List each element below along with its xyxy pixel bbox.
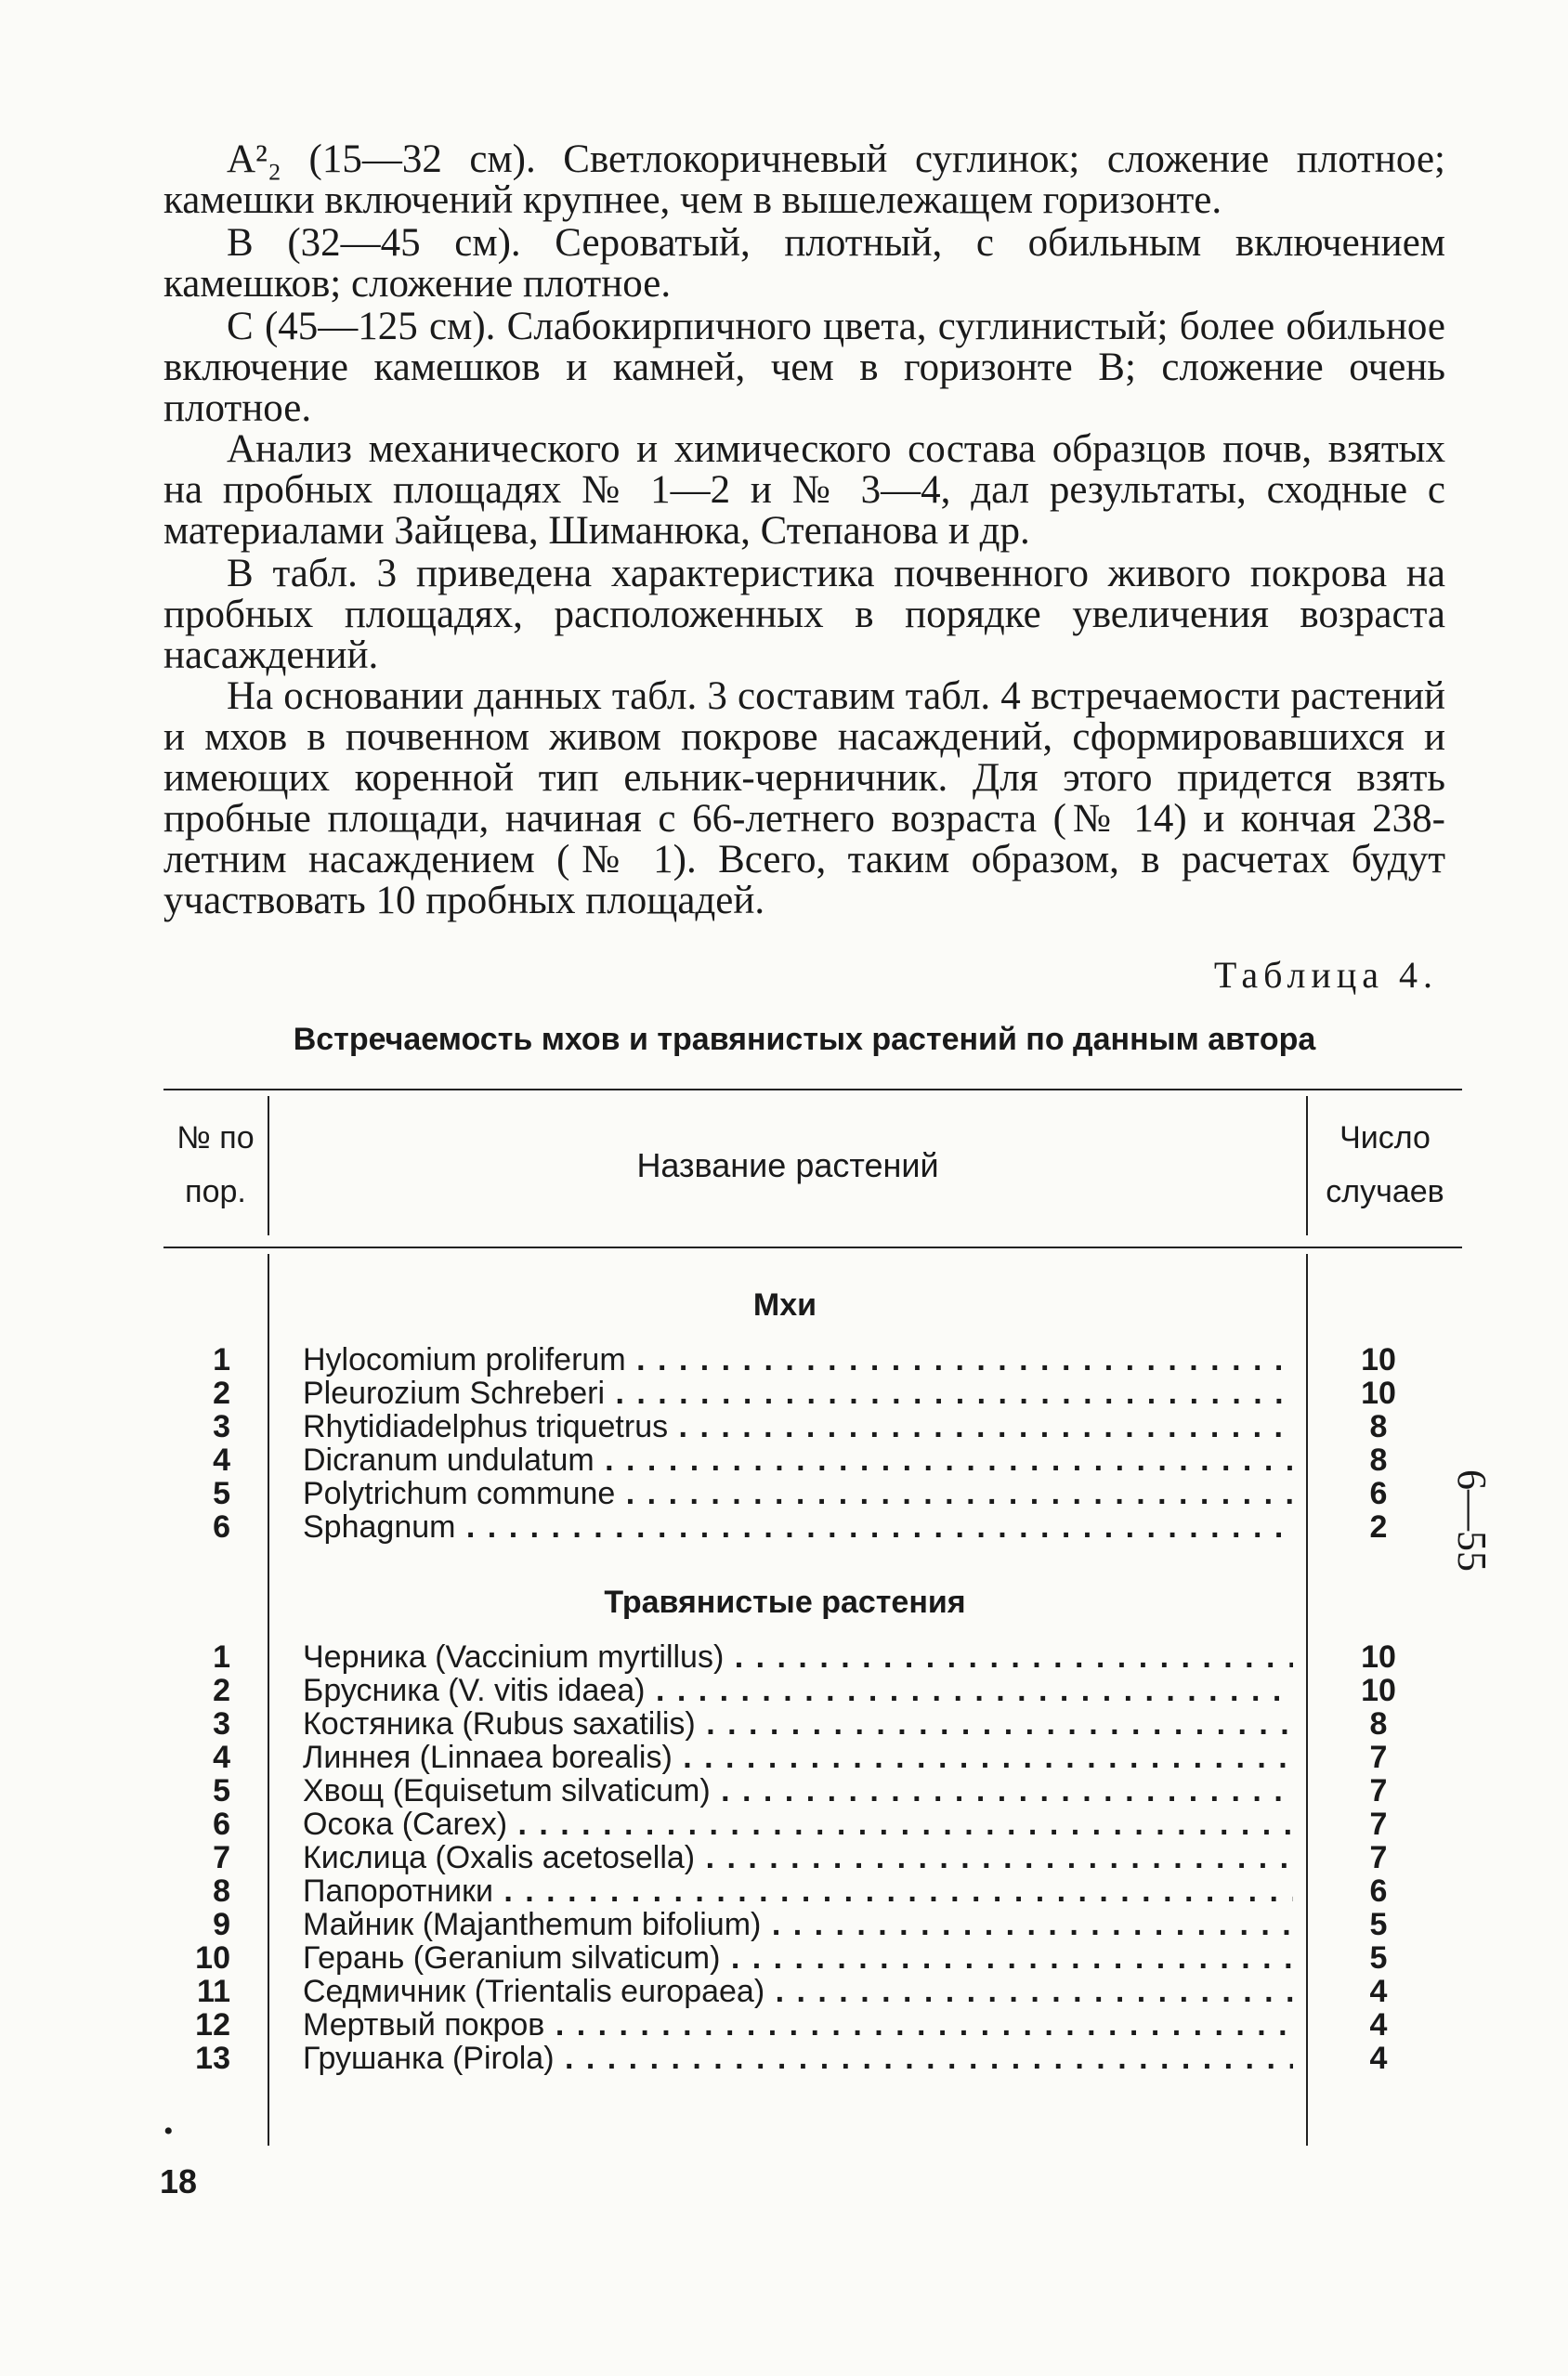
paragraph-table3: В табл. 3 приведена характеристика почвенного живого покрова на пробных площадях, расположенных в порядке увеличения возраста насаждений. — [163, 552, 1445, 677]
row-count: 5 — [1369, 1940, 1388, 1976]
row-name: Pleurozium Schreberi . . . — [303, 1377, 1293, 1410]
row-count: 10 — [1361, 1639, 1396, 1675]
row-name: Мертвый покров . . . — [303, 2008, 1293, 2042]
header-num: № по пор. — [176, 1120, 255, 1209]
table-row — [163, 1908, 1462, 1941]
header-count: Число случаев — [1326, 1120, 1444, 1209]
row-count: 4 — [1369, 1974, 1388, 2009]
row-name: Герань (Geranium silvaticum) . . . — [303, 1941, 1293, 1975]
header-name: Название растений — [636, 1146, 939, 1184]
row-count: 10 — [1361, 1342, 1396, 1377]
row-num: 1 — [213, 1639, 230, 1675]
table-row — [163, 1808, 1462, 1841]
row-num: 4 — [213, 1740, 230, 1775]
row-num: 2 — [213, 1673, 230, 1708]
row-count: 5 — [1369, 1907, 1388, 1942]
table-row — [163, 1477, 1462, 1510]
table-row — [163, 1410, 1462, 1443]
table-row — [163, 1774, 1462, 1808]
row-name: Осока (Carex) . . . — [303, 1808, 1293, 1841]
row-count: 7 — [1369, 1840, 1388, 1875]
table-row — [163, 1874, 1462, 1908]
row-name: Грушанка (Pirola) . . . — [303, 2042, 1293, 2075]
table-caption: Таблица 4. — [1213, 954, 1438, 996]
row-num: 5 — [213, 1773, 230, 1808]
page-number: 18 — [160, 2162, 198, 2200]
row-count: 2 — [1369, 1509, 1388, 1545]
row-num: 2 — [213, 1376, 230, 1411]
signature-mark: 6—55 — [1449, 1469, 1495, 1572]
row-count: 10 — [1361, 1673, 1396, 1708]
table-row — [163, 2008, 1462, 2042]
table-row — [163, 1707, 1462, 1741]
table-row — [163, 1640, 1462, 1674]
row-count: 7 — [1369, 1740, 1388, 1775]
row-num: 13 — [195, 2041, 230, 2076]
row-num: 5 — [213, 1476, 230, 1511]
table-row — [163, 1674, 1462, 1707]
row-name: Линнея (Linnaea borealis) . . . — [303, 1741, 1293, 1774]
row-count: 7 — [1369, 1807, 1388, 1842]
row-count: 7 — [1369, 1773, 1388, 1808]
row-num: 4 — [213, 1443, 230, 1478]
paragraph-table4: На основании данных табл. 3 составим табл. 4 встречаемости растений и мхов в почвенном живом покрове насаждений, сформировавшихся и имеющих коренной тип ельник-черничник. Для этого придется взять пробные площади, начиная с 66-летнего возраста (№ 14) и кончая 238-летним насаждением (№ 1). Всего, таким образом, в расчетах будут участвовать 10 пробных площадей. — [163, 674, 1445, 922]
table-row — [163, 1343, 1462, 1377]
row-num: 7 — [213, 1840, 230, 1875]
row-name: Черника (Vaccinium myrtillus) . . . — [303, 1640, 1293, 1674]
table-row — [163, 1941, 1462, 1975]
table-top-rule — [163, 1089, 1462, 1090]
row-name: Костяника (Rubus saxatilis) . . . — [303, 1707, 1293, 1741]
table-row — [163, 1510, 1462, 1544]
paragraph-horizon-b: В (32—45 см). Сероватый, плотный, с обильным включением камешков; сложение плотное. — [163, 221, 1445, 306]
table-row — [163, 1741, 1462, 1774]
row-name: Dicranum undulatum . . . — [303, 1443, 1293, 1477]
row-name: Брусника (V. vitis idaea) . . . — [303, 1674, 1293, 1707]
row-name: Седмичник (Trientalis europaea) . . . — [303, 1975, 1293, 2008]
row-count: 10 — [1361, 1376, 1396, 1411]
paragraph-analysis: Анализ механического и химического состава образцов почв, взятых на пробных площадях № 1—2 и № 3—4, дал результаты, сходные с материалами Зайцева, Шиманюка, Степанова и др. — [163, 427, 1445, 553]
row-name: Майник (Majanthemum bifolium) . . . — [303, 1908, 1293, 1941]
section-title-herbs: Травянистые растения — [604, 1585, 966, 1620]
table-row — [163, 1443, 1462, 1477]
section-title-mosses: Мхи — [752, 1287, 817, 1323]
row-num: 1 — [213, 1342, 230, 1377]
row-num: 8 — [213, 1873, 230, 1909]
row-name: Polytrichum commune . . . — [303, 1477, 1293, 1510]
row-count: 4 — [1369, 2007, 1388, 2043]
row-count: 4 — [1369, 2041, 1388, 2076]
row-num: 3 — [213, 1706, 230, 1742]
row-count: 8 — [1369, 1706, 1388, 1742]
row-count: 8 — [1369, 1443, 1388, 1478]
row-num: 11 — [197, 1974, 230, 2009]
paragraph-horizon-a2: A²₂ (15—32 см). Светлокоричневый суглинок; сложение плотное; камешки включений крупнее, чем в вышележащем горизонте. — [163, 137, 1445, 222]
row-name: Кислица (Oxalis acetosella) . . . — [303, 1841, 1293, 1874]
row-name: Папоротники . . . — [303, 1874, 1293, 1908]
row-num: 9 — [213, 1907, 230, 1942]
table-row — [163, 1377, 1462, 1410]
row-name: Hylocomium proliferum . . . — [303, 1343, 1293, 1377]
row-num: 10 — [195, 1940, 230, 1976]
row-count: 8 — [1369, 1409, 1388, 1444]
table-row — [163, 2042, 1462, 2075]
paragraph-horizon-c: С (45—125 см). Слабокирпичного цвета, суглинистый; более обильное включение камешков и камней, чем в горизонте В; сложение очень плотное. — [163, 305, 1445, 430]
table-header-rule — [163, 1247, 1462, 1248]
row-count: 6 — [1369, 1476, 1388, 1511]
row-num: 6 — [213, 1807, 230, 1842]
row-name: Хвощ (Equisetum silvaticum) . . . — [303, 1774, 1293, 1808]
bullet-mark: • — [163, 2116, 174, 2147]
row-num: 12 — [195, 2007, 230, 2043]
table-row — [163, 1975, 1462, 2008]
row-num: 3 — [213, 1409, 230, 1444]
table-row — [163, 1841, 1462, 1874]
row-num: 6 — [213, 1509, 230, 1545]
row-count: 6 — [1369, 1873, 1388, 1909]
row-name: Sphagnum . . . — [303, 1510, 1293, 1544]
table-title: Встречаемость мхов и травянистых растений по данным автора — [293, 1022, 1316, 1057]
row-name: Rhytidiadelphus triquetrus . . . — [303, 1410, 1293, 1443]
